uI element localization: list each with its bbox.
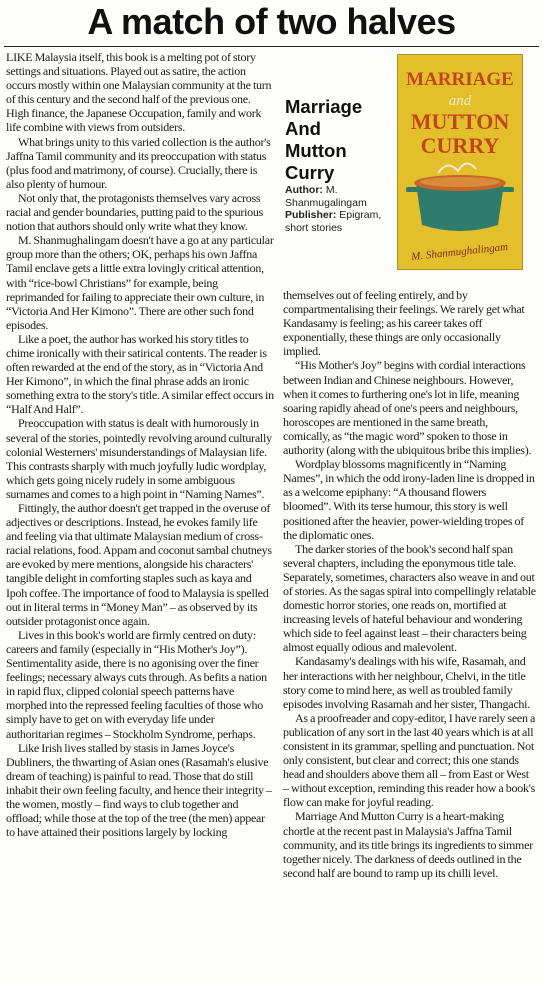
headline-rule — [4, 46, 539, 47]
article-paragraph: As a proofreader and copy-editor, I have rarely seen a publication of any sort in the last 40 years which is at all consistent in its grammar, spelling and punctuation. Not only consistent, but clear and correct; this one stands head and shoulders above them all – from East or West – without exception, reminding this reader how a book's flow can make for joyful reading. — [283, 710, 536, 810]
headline: A match of two halves — [87, 1, 456, 42]
article-paragraph: LIKE Malaysia itself, this book is a melting pot of story settings and situations. Played out as satire, the action occurs mostly within one Malaysian community at the turn of this century and the second half of the previous one. High finance, the Japanese Occupation, family and work life combine with views from outsiders. — [6, 50, 272, 135]
cover-title-line1: MARRIAGE — [406, 69, 514, 90]
cover-title-line3: MUTTON — [410, 109, 510, 134]
cover-title-line4: CURRY — [420, 133, 500, 158]
author-value: M. Shanmugalingam — [285, 184, 367, 209]
article-paragraph: “His Mother's Joy” begins with cordial interactions between Indian and Chinese neighbours. However, when it comes to furthering one's lot in life, meaning soaring rapidly ahead of one's peers and neighbours, horoscopes are mentioned in the same breath, comically, as “the magic word” spoken to those in authority (along with the ubiquitous bribe this implies). — [283, 358, 532, 458]
article-paragraph: Kandasamy's dealings with his wife, Rasamah, and her interactions with her neighbour, Chelvi, in the title story come to mind here, as well as troubled family episodes involving Rasamah and her sister, Thangachi. — [283, 654, 530, 711]
book-title-line: Marriage — [285, 96, 363, 117]
book-title-line: And — [285, 118, 321, 139]
author-line — [285, 184, 397, 209]
publisher-value: Epigram, short stories — [285, 209, 382, 234]
article-paragraph: Like Irish lives stalled by stasis in James Joyce's Dubliners, the thwarting of Asian ones (Rasamah's elusive dream of teaching) is painful to read. Those that do still inhabit their own feeling faculty, and hence their integrity – the women, mostly – find ways to club together and offload; while those at the top of the tree (the men) appear to have attained their positions largely by locking — [6, 740, 272, 840]
book-title-line: Mutton — [285, 140, 347, 161]
cover-title-line2: and — [448, 93, 472, 109]
article-column-left — [6, 50, 274, 839]
book-info-box — [285, 96, 397, 234]
book-title-line: Curry — [285, 162, 335, 183]
article-paragraph: themselves out of feeling entirely, and by compartmentalising their feelings. We rarely get what Kandasamy is feeling; as his career takes off exponentially, these things are only occasionally implied. — [283, 288, 525, 359]
cover-author: M. Shanmughalingam — [410, 240, 509, 264]
article-paragraph: Like a poet, the author has worked his story titles to chime ironically with their satirical contents. The reader is often rewarded at the end of the story, as in “Victoria And Her Kimono”, in which the final phrase adds an ironic something extra to the story's title. A similar effect occurs in “Half And Half”. — [6, 331, 274, 417]
publisher-label: Publisher: — [285, 209, 337, 222]
book-cover-art — [398, 55, 522, 269]
cover-pot-icon — [406, 163, 514, 231]
article-paragraph: What brings unity to this varied collection is the author's Jaffna Tamil community and its preoccupation with status (plus food and matrimony, of course). Crucially, there is also plenty of humour. — [6, 134, 271, 191]
publisher-line — [285, 209, 397, 234]
article-paragraph: Wordplay blossoms magnificently in “Naming Names”, in which the odd irony-laden line is dropped in as a welcome epiphany: “A thousand flowers bloomed”. With its terse humour, this story is well positioned after the heavier, power-wielding tropes of the diplomatic ones. — [283, 457, 535, 542]
book-cover-image — [397, 54, 523, 270]
article-paragraph: The darker stories of the book's second half span several chapters, including the eponymous title tale. Separately, sometimes, characters also weave in and out of stories. As the sagas spiral into compellingly relatable domestic horror stories, one reads on, mortified at increasing levels of hateful behaviour and wondering which side to feel against least – their characters being almost equally odious and malevolent. — [283, 541, 536, 655]
article-paragraph: Preoccupation with status is dealt with humorously in several of the stories, pointedly revolving around culturally colonial Westerners' misunderstandings of Malaysian life. This contrasts sharply with much joyfully ludic wordplay, which gets going nicely rudely in some ambiguous surnames and comes to a high point in “Naming Names”. — [6, 416, 272, 501]
article-paragraph: Marriage And Mutton Curry is a heart-making chortle at the recent past in Malaysia's Jaffna Tamil community, and its title brings its ingredients to simmer together nicely. The darkness of deeds outlined in the second half are bound to ramp up its chilli level. — [283, 809, 533, 880]
article-paragraph: M. Shanmughalingam doesn't have a go at any particular group more than the others; OK, perhaps his own Jaffna Tamil enclave gets a little extra lovingly critical attention, with “rice-bowl Christians” for example, being reprimanded for failing to appreciate their own culture, in “Victoria And Her Kimono”. There are other such fond episodes. — [6, 233, 274, 332]
article-paragraph: Lives in this book's world are firmly centred on duty: careers and family (especially in “His Mother's Joy”). Sentimentality aside, there is no agonising over the finer feelings; necessary always cuts through. As befits a nation in rapid flux, clipped colonial speech patterns have morphed into the repressed feeling faculties of those who simply have to get on with everyday life under authoritarian regimes – Stockholm Syndrome, perhaps. — [6, 627, 267, 741]
article-column-right — [283, 288, 536, 880]
author-label: Author: — [285, 184, 323, 196]
article-paragraph: Not only that, the protagonists themselves vary across racial and gender boundaries, putting paid to the spurious notion that authors should only write what they know. — [6, 190, 264, 234]
article-paragraph: Fittingly, the author doesn't get trapped in the overuse of adjectives or descriptions. Instead, he evokes family life and feeling via that ultimate Malaysian medium of cross-racial relations, food. Appam and coconut sambal chutneys are evoked by mere mentions, alongside his characters' tangible delight in comforting staples such as kaya and Ipoh coffee. The importance of food to Malaysia is spelled out in literal terms in “Money Man” – as observed by its outsider protagonist once again. — [6, 501, 272, 628]
